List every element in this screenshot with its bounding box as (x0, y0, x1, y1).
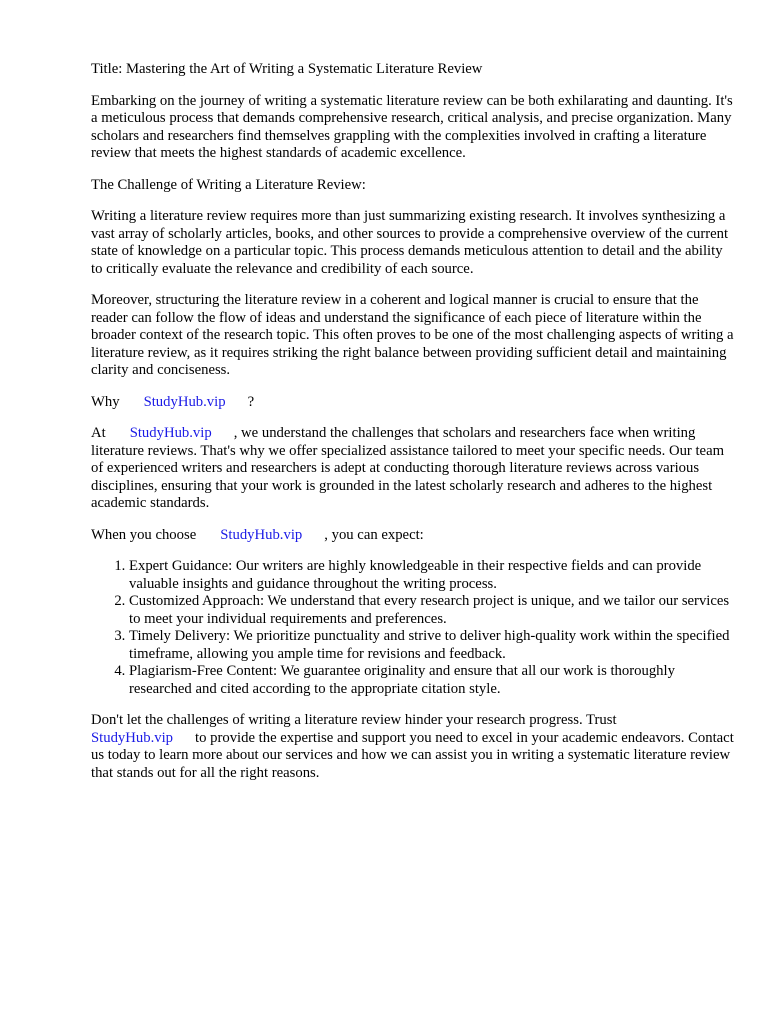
choose-prefix: When you choose (91, 526, 197, 543)
at-prefix: At (91, 425, 106, 441)
at-paragraph-text: , we understand the challenges that scholars and researchers face when writing literature reviews. That's why we offer specialized assistance tailored to meet your specific needs. Our team of experienced writers and researchers is adept at conducting thorough literature reviews across various disciplines, ensuring that your work is grounded in the latest scholarly research and adheres to the highest academic standards. (91, 425, 725, 511)
studyhub-link[interactable]: StudyHub.vip (143, 393, 226, 410)
closing-prefix: Don't let the challenges of writing a literature review hinder your research progress. Trust (91, 712, 617, 728)
document-title: Title: Mastering the Art of Writing a Systematic Literature Review (91, 61, 483, 77)
list-item: 4. Plagiarism-Free Content: We guarantee originality and ensure that all our work is thoroughly researched and cited according to the appropriate citation style. (129, 663, 736, 698)
choose-suffix: , you can expect: (324, 526, 424, 543)
why-heading (91, 394, 736, 412)
studyhub-link[interactable]: StudyHub.vip (220, 526, 303, 543)
challenge-heading: The Challenge of Writing a Literature Review: (91, 176, 366, 193)
closing-paragraph (91, 712, 736, 782)
benefits-list (91, 558, 736, 698)
why-suffix: ? (247, 393, 255, 410)
challenge-paragraph-1: Writing a literature review requires more than just summarizing existing research. It involves synthesizing a vast array of scholarly articles, books, and other sources to provide a comprehensive overview of the current state of knowledge on a particular topic. This process demands meticulous attention to detail and the ability to critically evaluate the relevance and credibility of each source. (91, 208, 729, 277)
challenge-paragraph-2: Moreover, structuring the literature review in a coherent and logical manner is crucial to ensure that the reader can follow the flow of ideas and understand the significance of each piece of literature within the broader context of the research topic. This often proves to be one of the most challenging aspects of writing a literature review, as it requires striking the right balance between providing sufficient detail and maintaining clarity and conciseness. (91, 292, 734, 378)
list-item: 3. Timely Delivery: We prioritize punctuality and strive to deliver high-quality work within the specified timeframe, allowing you ample time for revisions and feedback. (129, 628, 736, 663)
why-prefix: Why (91, 393, 120, 410)
list-item: 2. Customized Approach: We understand that every research project is unique, and we tailor our services to meet your individual requirements and preferences. (129, 593, 736, 628)
closing-text: to provide the expertise and support you need to excel in your academic endeavors. Contact us today to learn more about our services and how we can assist you in writing a systematic literature review that stands out for all the right reasons. (91, 729, 734, 781)
list-item: 1. Expert Guidance: Our writers are highly knowledgeable in their respective fields and can provide valuable insights and guidance throughout the writing process. (129, 558, 736, 593)
choose-line (91, 527, 736, 545)
at-paragraph (91, 425, 736, 513)
document-body (91, 61, 736, 796)
intro-paragraph: Embarking on the journey of writing a systematic literature review can be both exhilarating and daunting. It's a meticulous process that demands comprehensive research, critical analysis, and precise organization. Many scholars and researchers find themselves grappling with the complexities involved in crafting a literature review that meets the highest standards of academic excellence. (91, 92, 733, 161)
studyhub-link[interactable]: StudyHub.vip (91, 729, 174, 746)
studyhub-link[interactable]: StudyHub.vip (129, 425, 212, 441)
